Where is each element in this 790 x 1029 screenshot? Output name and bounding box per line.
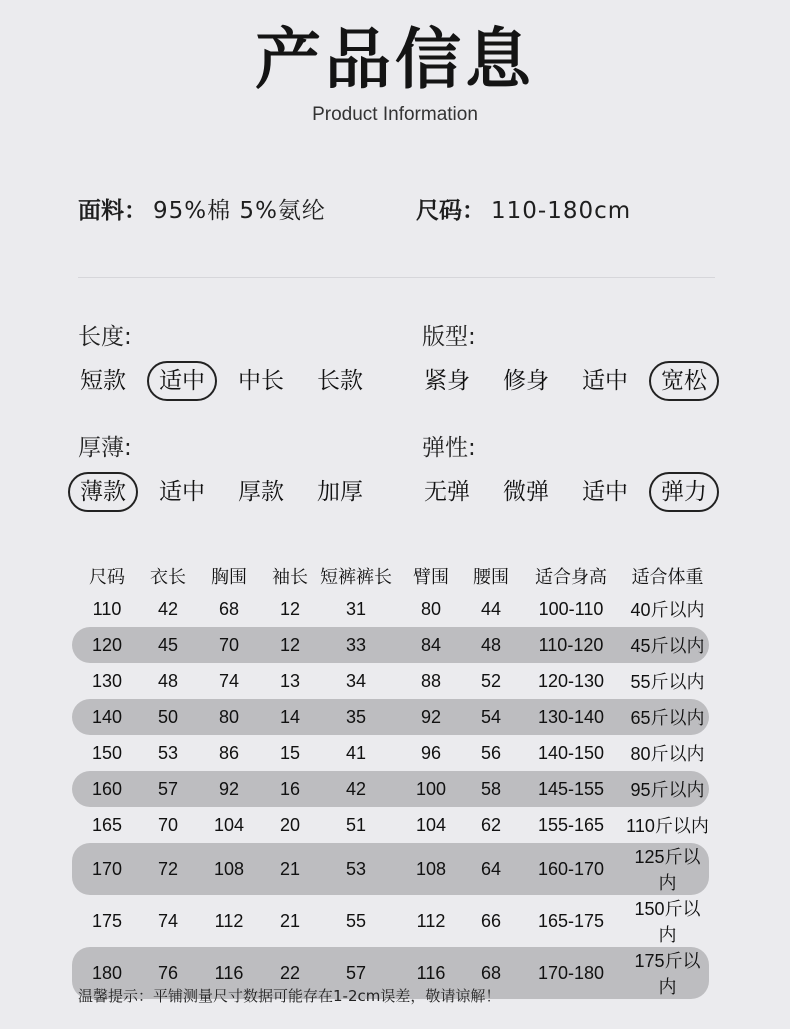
table-cell: 180 [72,947,142,999]
length-option-mid-long[interactable]: 中长 [238,368,284,394]
page-title: 产品信息 [255,21,535,98]
table-cell: 16 [264,771,316,807]
table-cell: 12 [264,627,316,663]
header-arm: 臂围 [413,567,449,588]
header-sleeve: 袖长 [272,567,308,588]
table-row [72,699,709,735]
table-cell: 58 [466,771,516,807]
table-cell: 42 [157,598,179,619]
table-cell: 55 [345,910,367,931]
table-cell: 150 [91,742,123,763]
header-waist: 腰围 [473,567,509,588]
table-row [72,771,709,807]
table-cell: 120 [72,627,142,663]
table-row [72,843,709,895]
table-cell: 110 [92,598,122,619]
table-cell: 48 [466,627,516,663]
table-cell: 110-120 [516,627,626,663]
table-cell: 53 [316,843,396,895]
table-cell: 12 [279,598,301,619]
table-cell: 51 [345,814,367,835]
table-row [72,807,709,843]
table-cell: 110斤以内 [626,816,709,836]
header-weight: 适合体重 [631,567,704,588]
table-cell: 80 [194,699,264,735]
length-option-long[interactable]: 长款 [317,368,363,394]
material-spec [78,196,326,226]
table-cell: 66 [480,910,502,931]
table-cell: 20 [279,814,301,835]
table-cell: 15 [279,742,301,763]
table-cell: 130 [91,670,123,691]
table-row [72,735,709,771]
table-cell: 80斤以内 [630,744,705,764]
table-cell: 100-110 [538,598,604,619]
fit-option-loose[interactable]: 宽松 [649,361,719,401]
table-cell: 74 [157,910,179,931]
size-label: 尺码： [416,198,485,224]
table-cell: 44 [480,598,502,619]
table-cell: 112 [214,910,244,931]
table-cell: 130-140 [516,699,626,735]
table-cell: 31 [345,598,367,619]
table-cell: 70 [194,627,264,663]
size-value: 110-180cm [491,198,632,224]
table-cell: 84 [396,627,466,663]
table-cell: 86 [218,742,240,763]
size-spec [416,196,631,226]
table-cell: 95斤以内 [626,771,709,807]
table-header-row [72,561,709,591]
header-size: 尺码 [89,567,125,588]
table-cell: 21 [279,910,301,931]
thickness-option-thick[interactable]: 厚款 [238,479,284,505]
table-cell: 170 [72,843,142,895]
table-cell: 165 [91,814,123,835]
table-cell: 62 [480,814,502,835]
header-garment-length: 衣长 [150,567,186,588]
thickness-option-extra-thick[interactable]: 加厚 [317,479,363,505]
table-cell: 45斤以内 [626,627,709,663]
thickness-option-medium[interactable]: 适中 [159,479,205,505]
table-cell: 57 [142,771,194,807]
table-cell: 45 [142,627,194,663]
thickness-title: 厚薄: [78,435,132,461]
table-cell: 145-155 [516,771,626,807]
table-cell: 170-180 [516,947,626,999]
table-cell: 40斤以内 [630,600,705,620]
table-cell: 74 [218,670,240,691]
header-chest: 胸围 [211,567,247,588]
material-label: 面料： [78,198,147,224]
table-row [72,591,709,627]
table-cell: 64 [466,843,516,895]
measurement-note: 温馨提示：平铺测量尺寸数据可能存在1-2cm误差，敬请谅解！ [78,987,501,1005]
table-row [72,627,709,663]
divider [78,277,715,278]
table-cell: 104 [415,814,447,835]
table-cell: 53 [157,742,179,763]
elasticity-option-slight[interactable]: 微弹 [503,479,549,505]
fit-option-regular[interactable]: 适中 [582,368,628,394]
table-cell: 35 [316,699,396,735]
table-cell: 22 [264,947,316,999]
material-value: 95%棉 5%氨纶 [153,198,326,224]
table-cell: 92 [194,771,264,807]
table-cell: 50 [142,699,194,735]
length-option-medium[interactable]: 适中 [147,361,217,401]
table-cell: 175斤以内 [626,947,709,999]
table-cell: 72 [142,843,194,895]
table-cell: 68 [466,947,516,999]
table-cell: 41 [345,742,367,763]
fit-option-slim[interactable]: 修身 [503,368,549,394]
table-cell: 55斤以内 [630,672,705,692]
table-cell: 116 [194,947,264,999]
table-cell: 70 [157,814,179,835]
table-cell: 21 [264,843,316,895]
fit-title: 版型: [422,324,476,350]
table-cell: 42 [316,771,396,807]
page-subtitle: Product Information [312,104,478,125]
table-cell: 14 [264,699,316,735]
table-cell: 96 [420,742,442,763]
table-cell: 33 [316,627,396,663]
table-cell: 88 [420,670,442,691]
elasticity-option-stretch[interactable]: 弹力 [649,472,719,512]
table-cell: 120-130 [537,670,605,691]
table-cell: 76 [142,947,194,999]
table-cell: 68 [218,598,240,619]
elasticity-option-medium[interactable]: 适中 [582,479,628,505]
table-cell: 155-165 [537,814,605,835]
table-row [72,663,709,699]
table-row [72,895,709,947]
elasticity-option-none[interactable]: 无弹 [424,479,470,505]
table-cell: 140 [72,699,142,735]
table-cell: 57 [316,947,396,999]
thickness-option-thin[interactable]: 薄款 [68,472,138,512]
table-cell: 54 [466,699,516,735]
table-cell: 104 [213,814,245,835]
table-cell: 165-175 [537,910,605,931]
table-cell: 65斤以内 [626,699,709,735]
table-cell: 108 [396,843,466,895]
table-cell: 116 [396,947,466,999]
length-option-short[interactable]: 短款 [80,368,126,394]
table-cell: 13 [279,670,301,691]
table-cell: 140-150 [537,742,605,763]
table-cell: 80 [420,598,442,619]
elasticity-title: 弹性: [422,435,476,461]
length-title: 长度: [78,324,132,350]
table-cell: 175 [91,910,123,931]
table-cell: 125斤以内 [626,843,709,895]
table-cell: 112 [416,910,446,931]
table-cell: 92 [396,699,466,735]
header-height: 适合身高 [535,567,607,588]
table-body [72,591,709,999]
header-shorts-length: 短裤裤长 [320,567,392,588]
table-cell: 150斤以内 [634,899,701,945]
table-cell: 48 [157,670,179,691]
fit-option-tight[interactable]: 紧身 [424,368,470,394]
table-cell: 160-170 [516,843,626,895]
table-cell: 160 [72,771,142,807]
table-cell: 52 [480,670,502,691]
table-cell: 108 [194,843,264,895]
table-cell: 34 [345,670,367,691]
size-table [72,561,709,999]
table-cell: 56 [480,742,502,763]
table-cell: 100 [396,771,466,807]
